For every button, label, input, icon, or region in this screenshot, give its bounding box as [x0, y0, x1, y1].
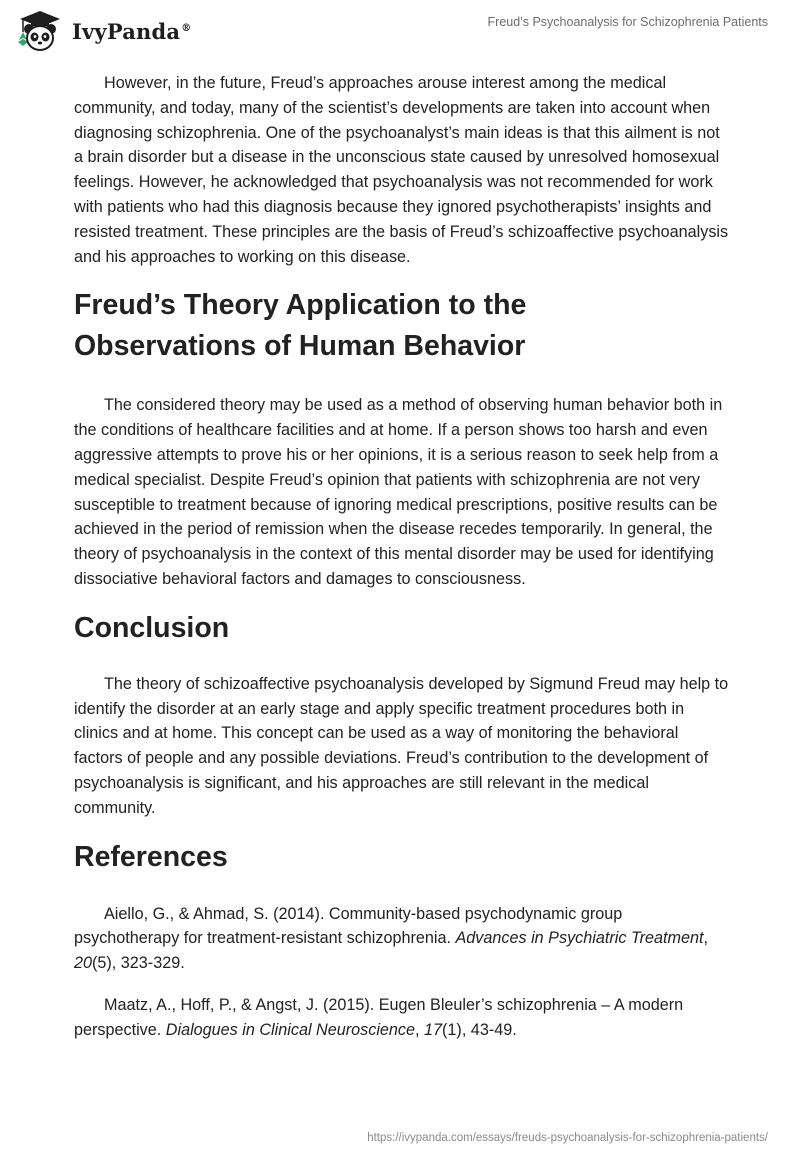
heading-theory-application [74, 285, 730, 367]
reference-item: Aiello, G., & Ahmad, S. (2014). Community-based psychodynamic group psychotherapy for treatment-resistant schizophrenia. Advances in Psychiatric Treatment, 20(5), 323-329. [74, 904, 709, 973]
running-title: Freud’s Psychoanalysis for Schizophrenia Patients [487, 15, 768, 29]
volume: 20 [74, 954, 93, 973]
conclusion-paragraph: The theory of schizoaffective psychoanalysis developed by Sigmund Freud may help to identify the disorder at an early stage and apply specific treatment procedures both in clinics and at home. This concept can be used as a way of monitoring the behavioral factors of people and any possible deviations. Freud’s contribution to the development of psychoanalysis is significant, and his approaches are still relevant in the medical community. [74, 674, 729, 817]
journal-title: Advances in Psychiatric Treatment [455, 929, 704, 948]
reference-item: Maatz, A., Hoff, P., & Angst, J. (2015). Eugen Bleuler’s schizophrenia – A modern perspective. Dialogues in Clinical Neuroscience, 17(1), 43-49. [74, 995, 684, 1039]
heading-conclusion: Conclusion [74, 611, 230, 644]
panda-graduate-icon [14, 8, 64, 54]
heading-line-2: Observations of Human Behavior [74, 330, 526, 363]
application-paragraph: The considered theory may be used as a method of observing human behavior both in the conditions of healthcare facilities and at home. If a person shows too harsh and even aggressive attempts to prove his or her opinions, it is a serious reason to seek help from a medical specialist. Despite Freud’s opinion that patients with schizophrenia are not very susceptible to treatment because of ignoring medical prescriptions, positive results can be achieved in the period of remission when the disease recedes temporarily. In general, the theory of psychoanalysis in the context of this mental disorder may be used for identifying dissociative behavioral factors and damages to consciousness. [74, 396, 723, 588]
source-url[interactable]: https://ivypanda.com/essays/freuds-psychoanalysis-for-schizophrenia-patients/ [367, 1132, 768, 1144]
essay-content [74, 71, 730, 1060]
brand-name: IvyPanda® [72, 18, 192, 44]
intro-paragraph: However, in the future, Freud’s approaches arouse interest among the medical community, and today, many of the scientist’s developments are taken into account when diagnosing schizophrenia. One of the psychoanalyst’s main ideas is that this ailment is not a brain disorder but a disease in the unconscious state caused by unresolved homosexual feelings. However, he acknowledged that psychoanalysis was not recommended for work with patients who had this diagnosis because they ignored psychotherapists’ insights and resisted treatment. These principles are the basis of Freud’s schizoaffective psychoanalysis and his approaches to working on this disease. [74, 74, 729, 266]
volume: 17 [424, 1020, 443, 1039]
heading-references: References [74, 840, 228, 873]
page-header [0, 0, 800, 60]
journal-title: Dialogues in Clinical Neuroscience [165, 1020, 416, 1039]
ivypanda-logo[interactable] [14, 8, 191, 54]
registered-mark: ® [181, 22, 192, 34]
heading-line-1: Freud’s Theory Application to the [74, 289, 527, 322]
